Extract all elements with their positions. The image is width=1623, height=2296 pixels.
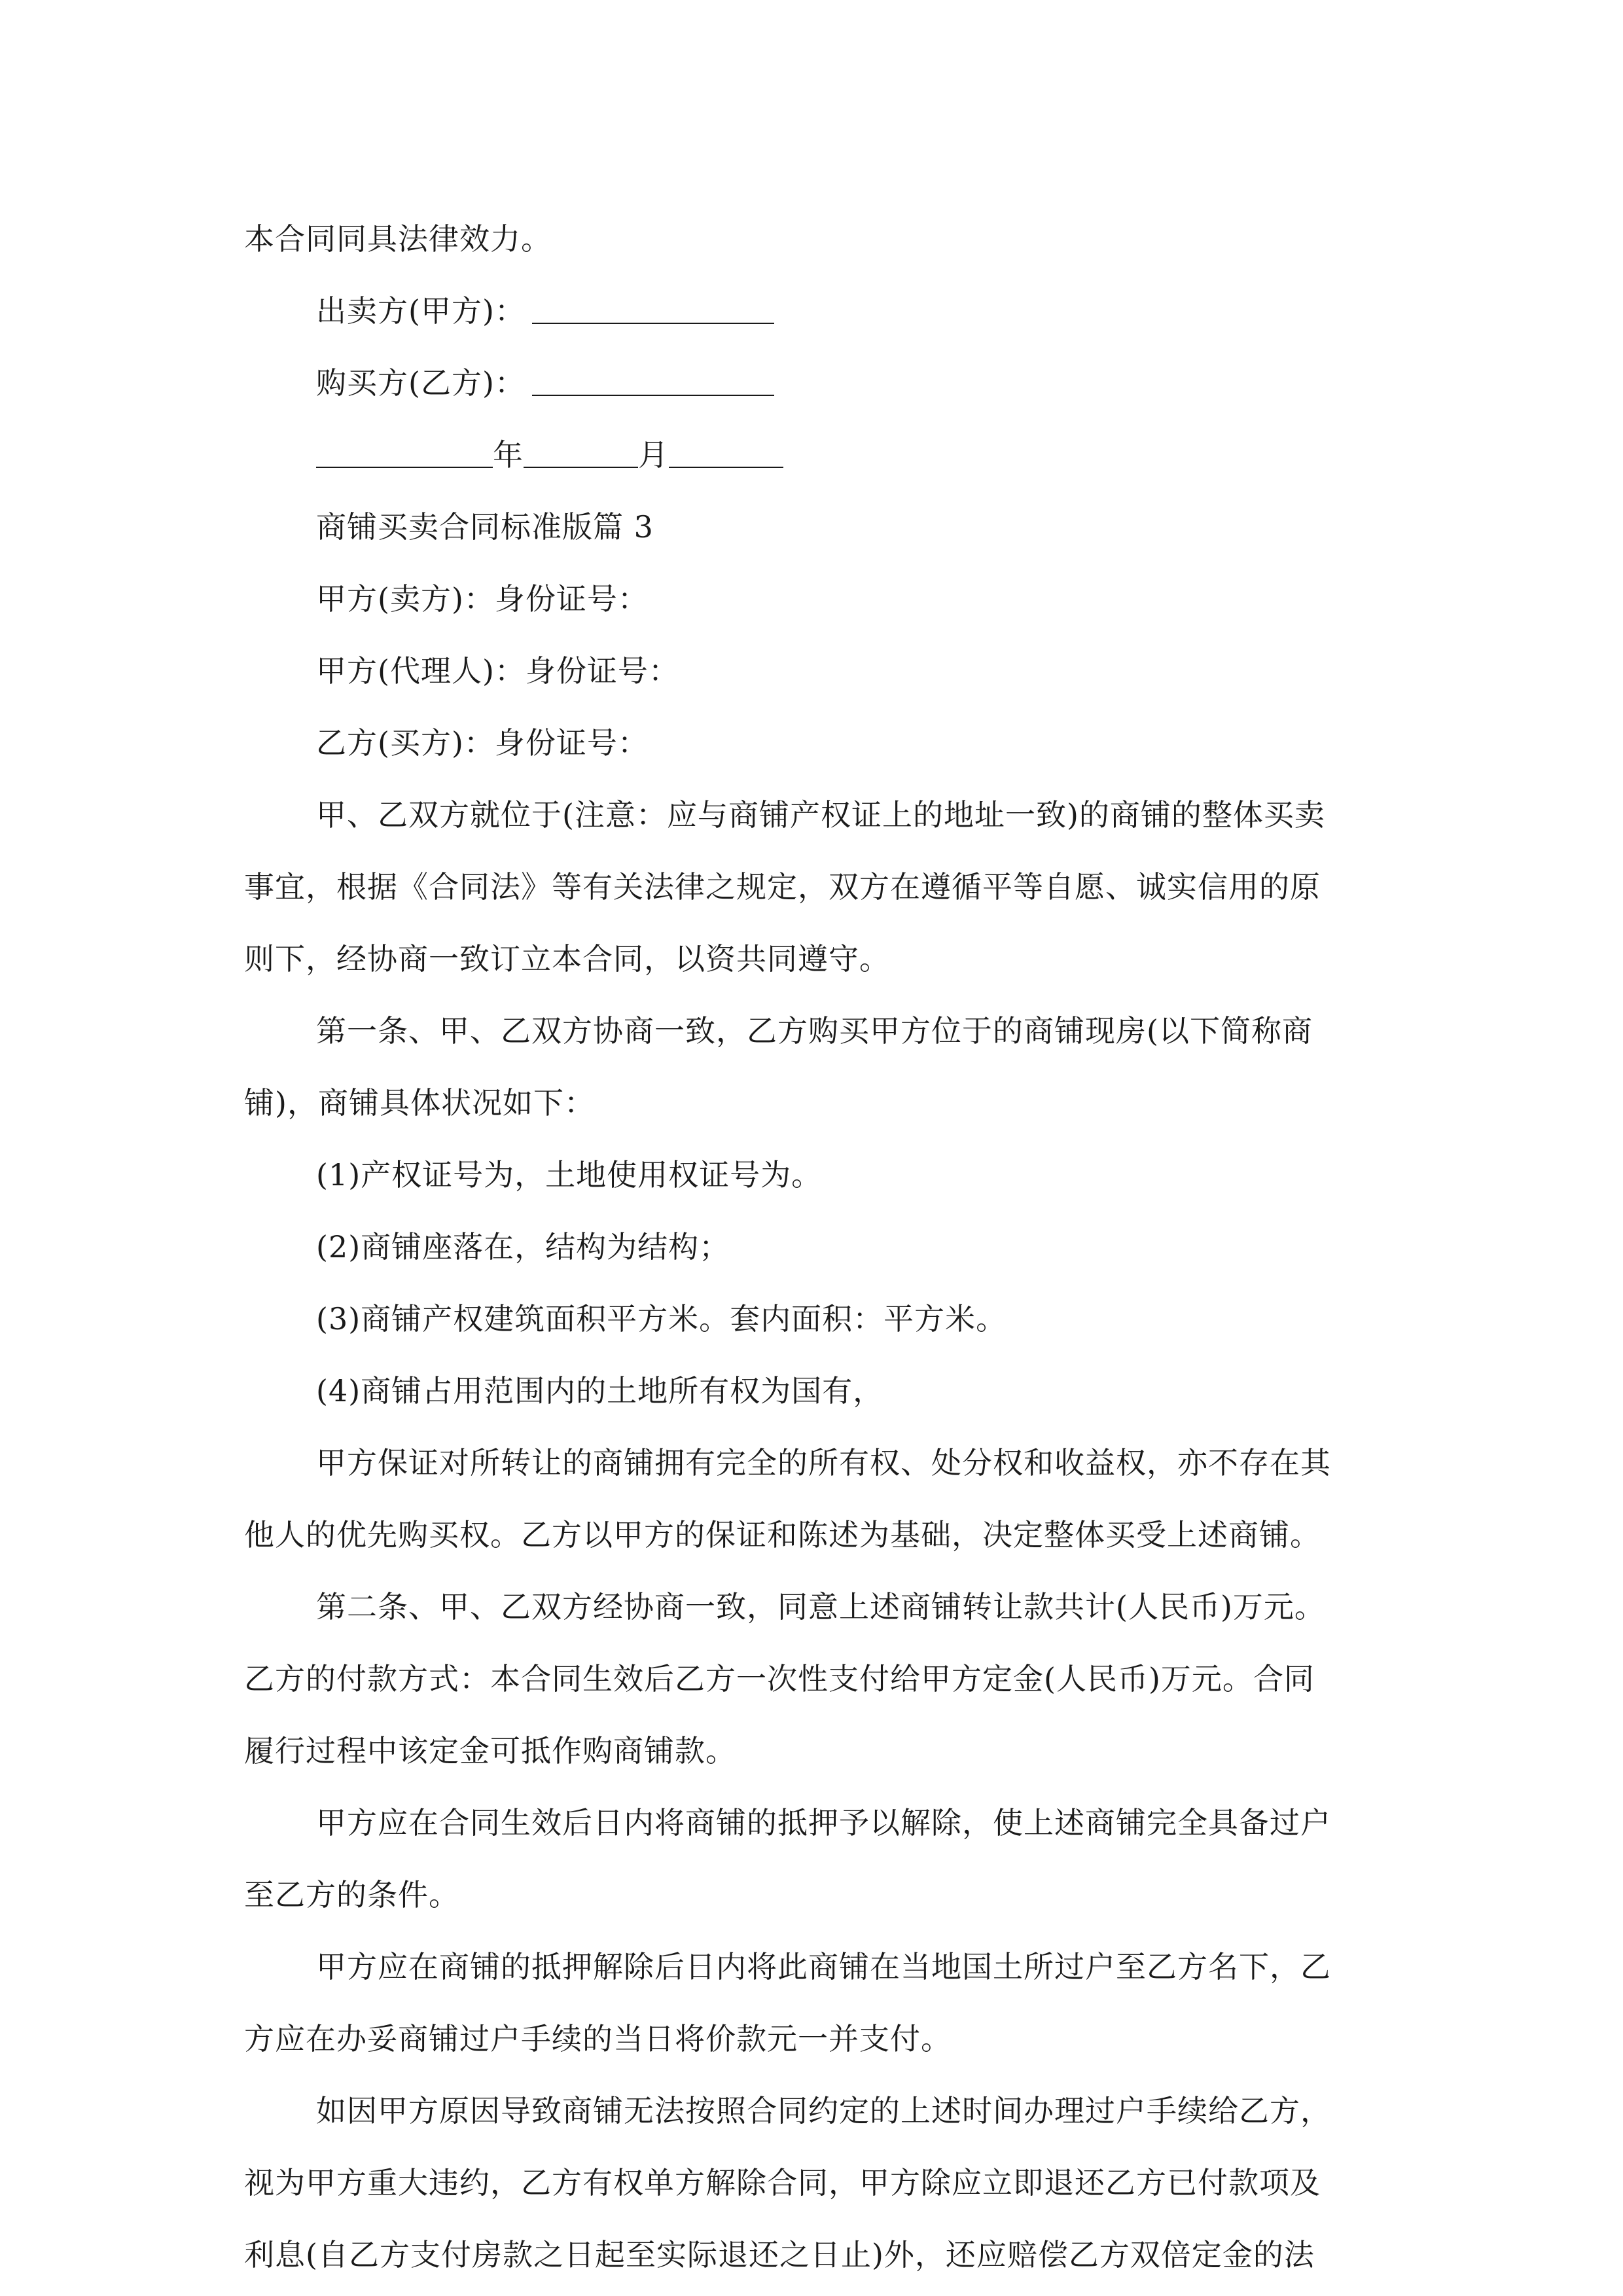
document-body [244,203,1379,2291]
section-heading: 商铺买卖合同标准版篇 3 [316,509,654,545]
seller-label: 出卖方(甲方)： [316,293,526,329]
text-line: 第一条、甲、乙双方协商一致，乙方购买甲方位于的商铺现房(以下简称商 [316,1013,1313,1049]
text-line: 甲方应在商铺的抵押解除后日内将此商铺在当地国土所过户至乙方名下，乙 [316,1949,1331,1984]
text-line: (1)产权证号为，土地使用权证号为。 [316,1157,823,1193]
text-line: 利息(自乙方支付房款之日起至实际退还之日止)外，还应赔偿乙方双倍定金的法 [244,2237,1315,2272]
month-label: 月 [638,437,669,473]
text-line: 如因甲方原因导致商铺无法按照合同约定的上述时间办理过户手续给乙方， [316,2093,1331,2128]
text-line: 第二条、甲、乙双方经协商一致，同意上述商铺转让款共计(人民币)万元。 [316,1589,1325,1624]
year-label: 年 [493,437,524,473]
text-line: 本合同同具法律效力。 [244,221,552,257]
buyer-label: 购买方(乙方)： [316,365,526,401]
text-line: 事宜，根据《合同法》等有关法律之规定，双方在遵循平等自愿、诚实信用的原 [244,869,1321,905]
month-blank [524,440,638,468]
text-line: 至乙方的条件。 [244,1877,459,1912]
text-line: 甲方(代理人)：身份证号： [316,653,679,689]
buyer-signature-line [244,347,1379,419]
day-blank [669,440,783,468]
text-line: 他人的优先购买权。乙方以甲方的保证和陈述为基础，决定整体买受上述商铺。 [244,1517,1321,1552]
text-line: 视为甲方重大违约，乙方有权单方解除合同，甲方除应立即退还乙方已付款项及 [244,2165,1321,2200]
text-line: 则下，经协商一致订立本合同，以资共同遵守。 [244,941,890,977]
text-line: 方应在办妥商铺过户手续的当日将价款元一并支付。 [244,2021,952,2056]
seller-signature-blank [532,296,774,324]
text-line: 甲方保证对所转让的商铺拥有完全的所有权、处分权和收益权，亦不存在其 [316,1445,1331,1480]
text-line: 乙方的付款方式：本合同生效后乙方一次性支付给甲方定金(人民币)万元。合同 [244,1661,1315,1696]
seller-signature-line [244,275,1379,347]
text-line: 乙方(买方)：身份证号： [316,725,649,761]
text-line: 甲、乙双方就位于(注意：应与商铺产权证上的地址一致)的商铺的整体买卖 [316,797,1325,833]
text-line: (3)商铺产权建筑面积平方米。套内面积：平方米。 [316,1301,1007,1336]
text-line: 甲方(卖方)：身份证号： [316,581,649,617]
year-blank [316,440,493,468]
text-line: (4)商铺占用范围内的土地所有权为国有， [316,1373,884,1408]
text-line: (2)商铺座落在，结构为结构； [316,1229,730,1265]
text-line: 甲方应在合同生效后日内将商铺的抵押予以解除，使上述商铺完全具备过户 [316,1805,1331,1840]
text-line: 履行过程中该定金可抵作购商铺款。 [244,1733,736,1768]
date-line [244,419,1379,491]
text-line: 铺)，商铺具体状况如下： [244,1085,595,1121]
buyer-signature-blank [532,368,774,396]
